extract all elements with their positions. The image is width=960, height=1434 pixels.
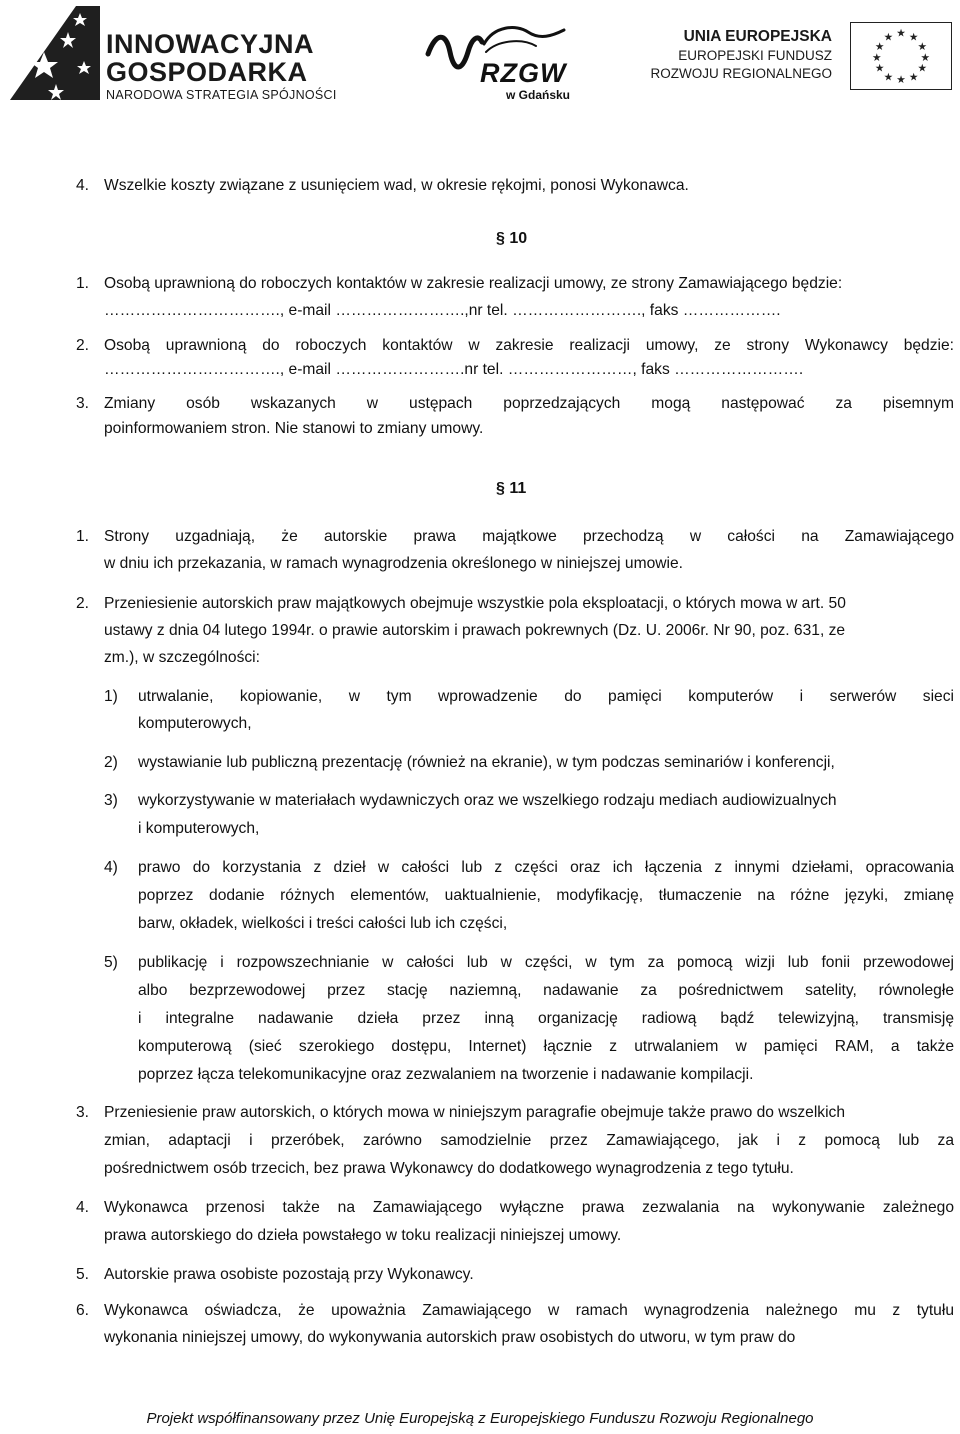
svg-text:★: ★ [871, 50, 882, 64]
rzgw-city: w Gdańsku [506, 88, 571, 102]
svg-text:★: ★ [883, 70, 894, 84]
item-text: Wszelkie koszty związane z usunięciem wad, w okresie rękojmi, ponosi Wykonawca. [104, 177, 689, 194]
subitem-text-line: utrwalanie, kopiowanie, w tym wprowadzenie do pamięci komputerów i serwerów sieci [138, 688, 954, 705]
subitem-text-line: publikację i rozpowszechnianie w całości lub w części, w tym za pomocą wizji lub fonii przewodowej [138, 954, 954, 971]
item-text-line: Autorskie prawa osobiste pozostają przy Wykonawcy. [104, 1266, 474, 1283]
item-text-line: ustawy z dnia 04 lutego 1994r. o prawie autorskim i prawach pokrewnych (Dz. U. 2006r. Nr 90, poz. 631, ze [104, 622, 846, 639]
item-text-line: w dniu ich przekazania, w ramach wynagrodzenia określonego w niniejszej umowie. [104, 555, 683, 572]
item-text-line: Przeniesienie autorskich praw majątkowych obejmuje wszystkie pola eksploatacji, o których mowa w art. 50 [104, 595, 846, 612]
eu-logo-line2: EUROPEJSKI FUNDUSZ [678, 48, 832, 63]
subitem-text-line: prawo do korzystania z dzieł w całości lub z części oraz ich łączenia z innymi dziełami, opracowania [138, 859, 954, 876]
logo-line-strategia: NARODOWA STRATEGIA SPÓJNOŚCI [106, 88, 337, 102]
item-text-line: poinformowaniem stron. Nie stanowi to zmiany umowy. [104, 420, 484, 437]
subitem-text-line: i komputerowych, [138, 820, 260, 837]
eu-logo-line3: ROZWOJU REGIONALNEGO [650, 66, 832, 81]
page-header [0, 0, 960, 110]
subitem-text-line: wykorzystywanie w materiałach wydawniczych oraz we wszelkiego rodzaju mediach audiowizualnych [138, 792, 837, 809]
subitem-number: 3) [104, 792, 118, 809]
subitem-text-line: wystawianie lub publiczną prezentację (również na ekranie), w tym podczas seminariów i konferencji, [138, 754, 835, 771]
subitem-text-line: komputerowych, [138, 715, 252, 732]
innowacyjna-gospodarka-emblem-icon [4, 4, 100, 104]
item-number: 3. [76, 395, 90, 412]
item-number: 2. [76, 595, 90, 612]
item-number: 4. [76, 177, 90, 194]
svg-text:★: ★ [896, 26, 906, 40]
item-text-line: Zmiany osób wskazanych w ustępach poprzedzających mogą następować za pisemnym [104, 395, 954, 412]
page-footer: Projekt współfinansowany przez Unię Europejską z Europejskiego Funduszu Rozwoju Regionalnego [146, 1410, 814, 1427]
item-text-line: zm.), w szczególności: [104, 649, 260, 666]
item-text-line: zmian, adaptacji i przeróbek, zarówno samodzielnie przez Zamawiającego, jak i z pomocą lub za [104, 1132, 954, 1149]
eu-logo-line1: UNIA EUROPEJSKA [683, 28, 832, 45]
rzgw-logo [424, 22, 574, 102]
item-number: 1. [76, 275, 90, 292]
item-text-line: ……………………………., e-mail …………………….,nr tel. ……………………., faks ………………. [104, 302, 781, 319]
svg-text:★: ★ [874, 61, 885, 75]
item-number: 4. [76, 1199, 90, 1216]
svg-text:★: ★ [883, 30, 894, 44]
item-text-line: prawa autorskiego do dzieła powstałego w toku realizacji niniejszej umowy. [104, 1227, 622, 1244]
subitem-number: 4) [104, 859, 118, 876]
subitem-number: 1) [104, 688, 118, 705]
item-text-line: Wykonawca oświadcza, że upoważnia Zamawiającego w ramach wynagrodzenia należnego mu z tytułu [104, 1302, 954, 1319]
svg-text:★: ★ [908, 70, 919, 84]
item-text-line: Osobą uprawnioną do roboczych kontaktów w zakresie realizacji umowy, ze strony Wykonawcy będzie: [104, 337, 954, 354]
item-text-line: Wykonawca przenosi także na Zamawiającego wyłączne prawa zezwalania na wykonywanie zależnego [104, 1199, 954, 1216]
item-number: 6. [76, 1302, 90, 1319]
subitem-text-line: poprzez łącza telekomunikacyjne oraz zezwalaniem na tworzenie i nadawanie kompilacji. [138, 1066, 754, 1083]
svg-text:★: ★ [920, 50, 931, 64]
subitem-text-line: poprzez dodanie różnych elementów, uaktualnienie, modyfikację, tłumaczenie na różne języki, zmianę [138, 887, 954, 904]
subitem-text-line: komputerową (sieć szerokiego dostępu, Internet) łącznie z utrwalaniem w pamięci RAM, a także [138, 1038, 954, 1055]
svg-text:★: ★ [917, 61, 928, 75]
eu-flag-icon [850, 22, 952, 90]
subitem-text-line: barw, okładek, wielkości i treści całości lub ich części, [138, 915, 508, 932]
item-number: 1. [76, 528, 90, 545]
logo-line-gospodarka: GOSPODARKA [106, 57, 308, 87]
subitem-number: 5) [104, 954, 118, 971]
item-number: 3. [76, 1104, 90, 1121]
item-text-line: ……………………………., e-mail …………………….nr tel. ……………………, faks ……………………. [104, 361, 804, 378]
subitem-number: 2) [104, 754, 118, 771]
section-heading-11: § 11 [496, 480, 527, 497]
item-text-line: Przeniesienie praw autorskich, o których mowa w niniejszym paragrafie obejmuje także prawo do wszelkich [104, 1104, 846, 1121]
section-heading-10: § 10 [496, 230, 528, 247]
item-text-line: Osobą uprawnioną do roboczych kontaktów w zakresie realizacji umowy, ze strony Zamawiającego będzie: [104, 275, 843, 292]
item-number: 2. [76, 337, 90, 354]
eu-logo [650, 22, 956, 92]
svg-text:★: ★ [874, 40, 885, 54]
subitem-text-line: i integralne nadawanie dzieła przez inną organizację radiową bądź telewizyjną, transmisję [138, 1010, 954, 1027]
item-text-line: wykonania niniejszej umowy, do wykonywania autorskich praw osobistych do utworu, w tym praw do [104, 1329, 796, 1346]
logo-line-innowacyjna: INNOWACYJNA [106, 29, 315, 59]
innowacyjna-gospodarka-logo [4, 4, 344, 104]
svg-text:★: ★ [908, 30, 919, 44]
item-number: 5. [76, 1266, 90, 1283]
svg-text:★: ★ [896, 73, 906, 87]
item-text-line: Strony uzgadniają, że autorskie prawa majątkowe przechodzą w całości na Zamawiającego [104, 528, 954, 545]
rzgw-name: RZGW [480, 58, 567, 88]
item-text-line: pośrednictwem osób trzecich, bez prawa Wykonawcy do dodatkowego wynagrodzenia z tego tytułu. [104, 1160, 794, 1177]
subitem-text-line: albo bezprzewodowej przez stację naziemną, nadawanie za pośrednictwem satelity, równoległe [138, 982, 954, 999]
svg-text:★: ★ [917, 40, 928, 54]
